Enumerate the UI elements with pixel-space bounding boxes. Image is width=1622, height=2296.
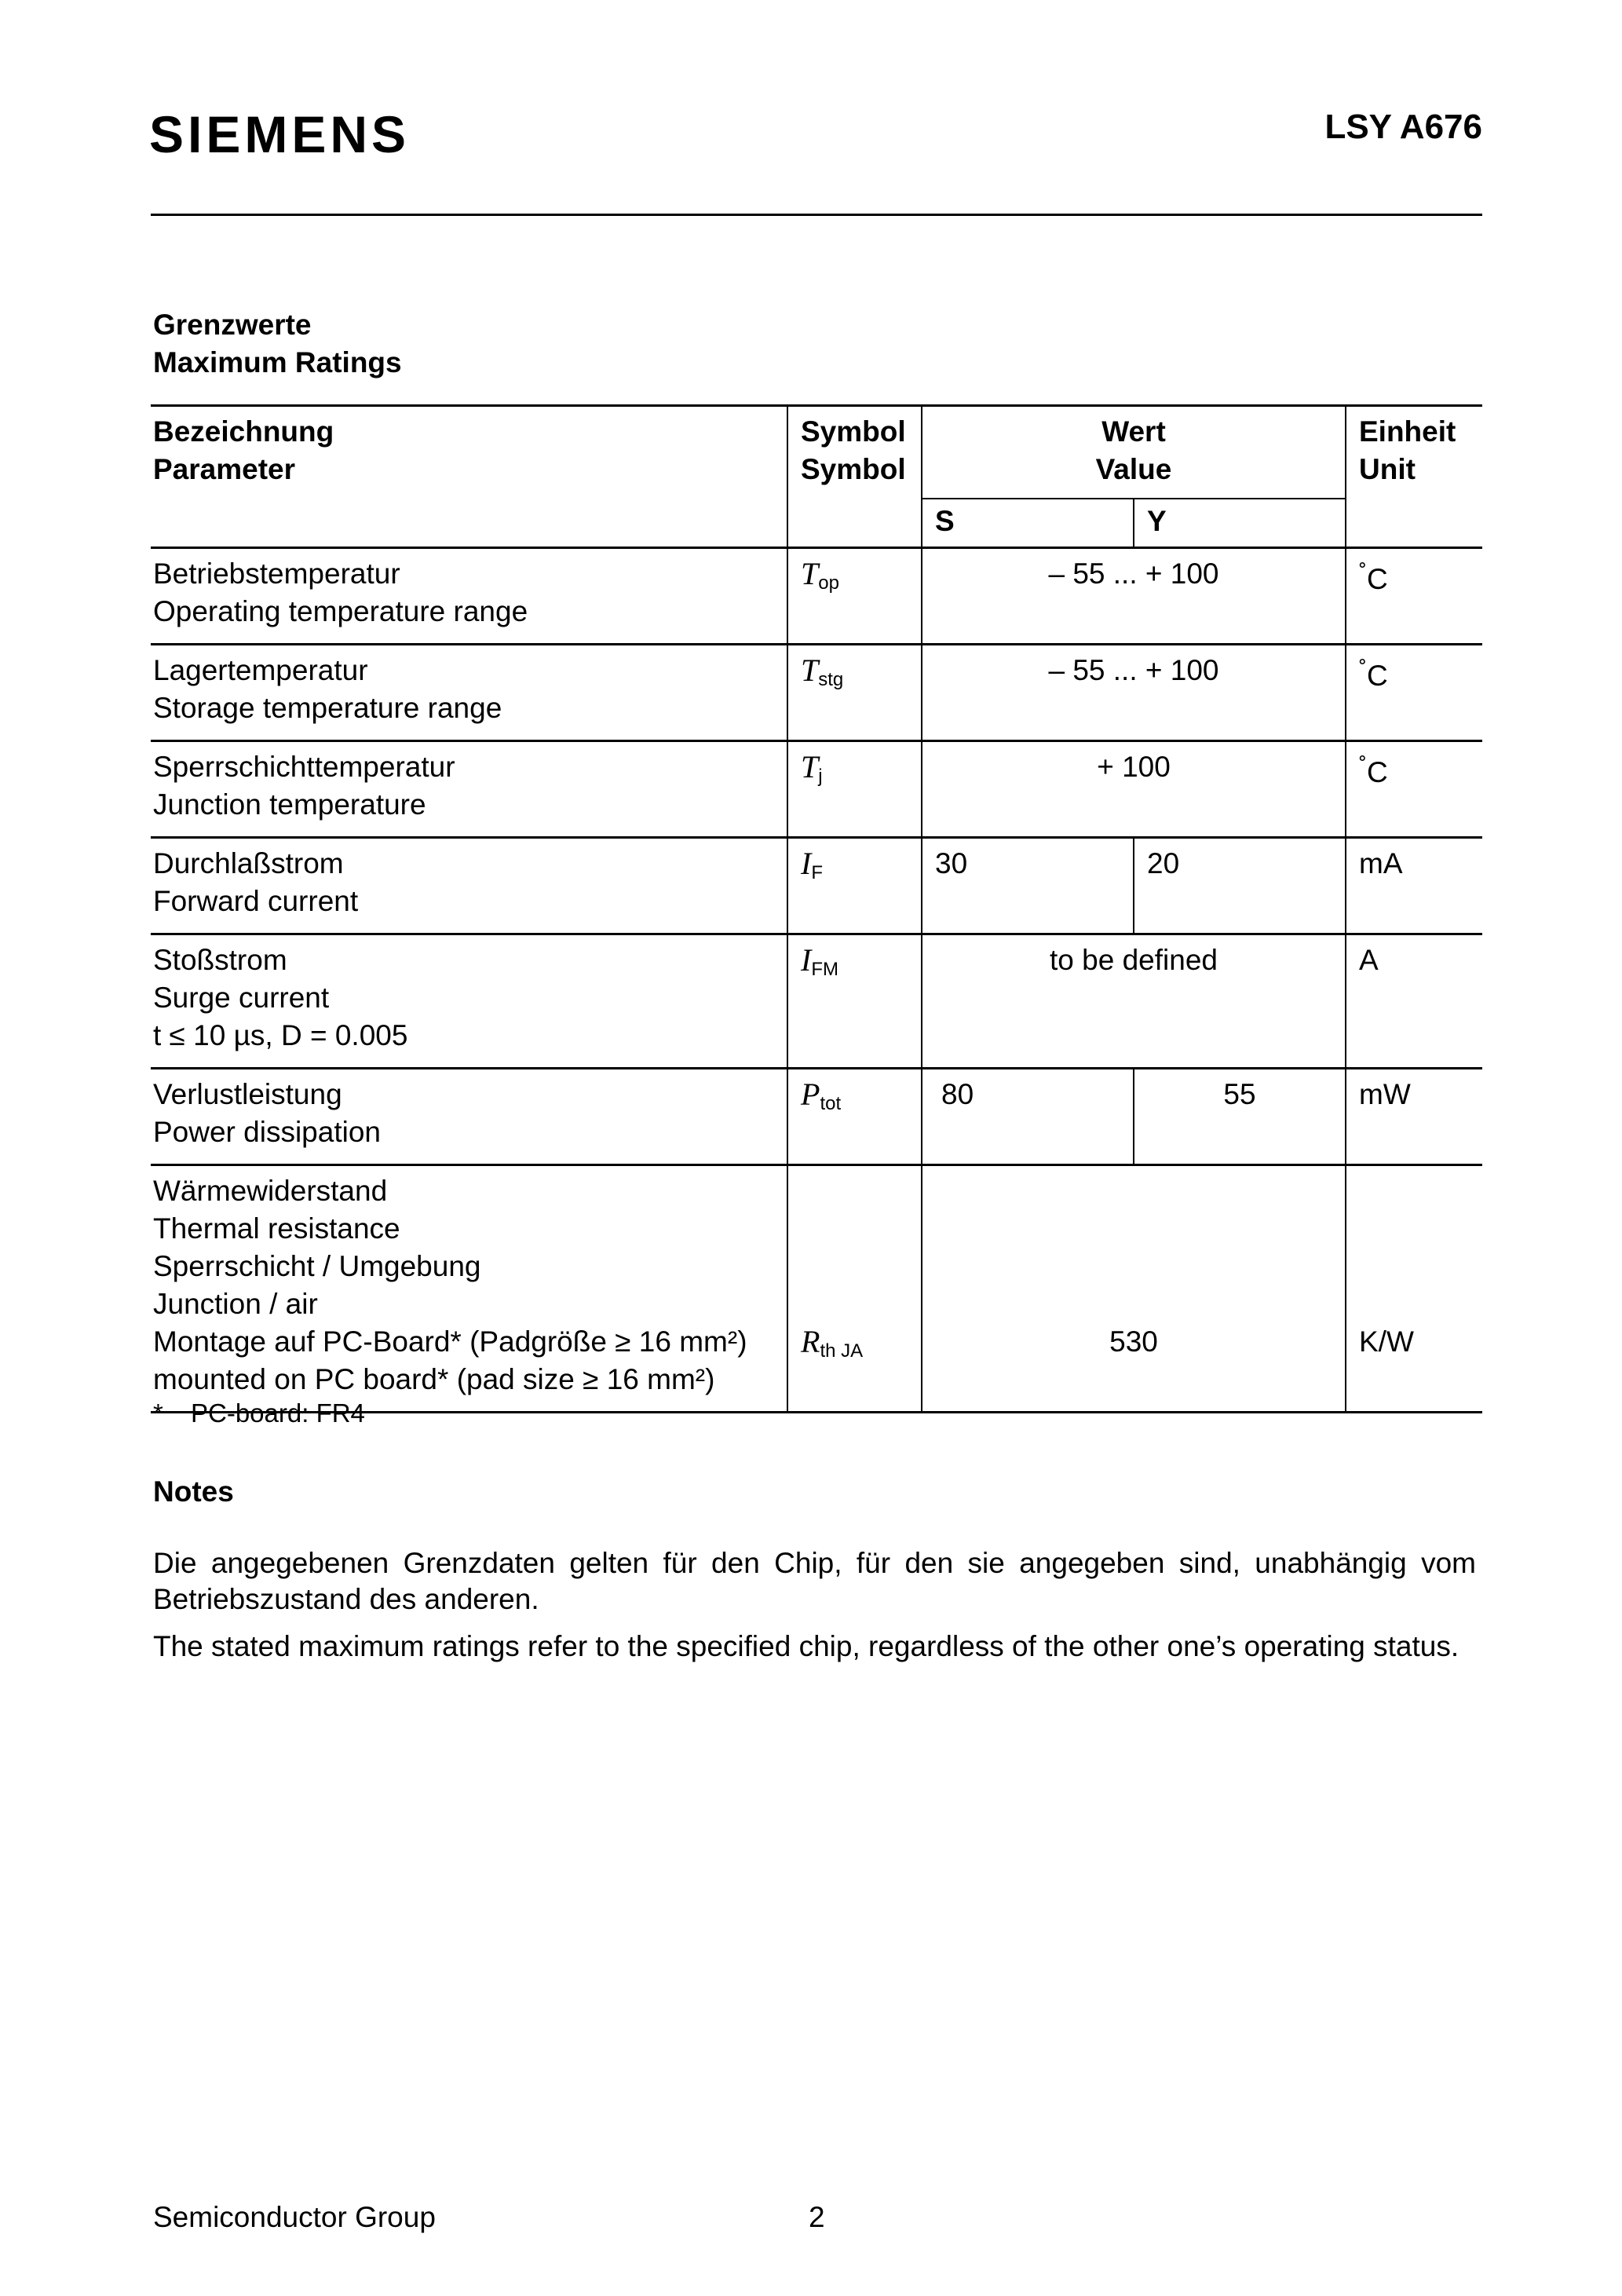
row-value: to be defined (922, 934, 1346, 1069)
row-value: + 100 (922, 741, 1346, 838)
maximum-ratings-table (151, 404, 1482, 1413)
row-parameter (151, 838, 787, 934)
symbol-letter: I (801, 846, 812, 881)
siemens-logo: SIEMENS (149, 105, 411, 163)
row-symbol (787, 741, 922, 838)
degree-sign: ˚ (1359, 754, 1367, 780)
part-number: LSY A676 (1324, 108, 1482, 146)
row-unit (1346, 645, 1482, 741)
row-symbol (787, 838, 922, 934)
header-value-de: Wert (1101, 415, 1166, 448)
header-symbol (787, 406, 922, 548)
param-en: Thermal resistance (153, 1212, 400, 1245)
footer-group: Semiconductor Group (153, 2201, 436, 2233)
header-value (922, 406, 1346, 499)
row-parameter (151, 741, 787, 838)
header-symbol-de: Symbol (801, 415, 906, 448)
symbol-subscript: tot (820, 1093, 842, 1114)
table-row (151, 934, 1482, 1069)
header-divider (151, 214, 1482, 216)
page-number: 2 (809, 2201, 825, 2233)
param-line-4: Junction / air (153, 1288, 318, 1320)
degree-sign: ˚ (1359, 657, 1367, 683)
row-symbol (787, 1069, 922, 1165)
row-value-s: 30 (922, 838, 1134, 934)
row-value-y: 20 (1134, 838, 1346, 934)
param-de: Betriebstemperatur (153, 558, 400, 590)
table-row (151, 741, 1482, 838)
row-unit: mW (1346, 1069, 1482, 1165)
param-de: Stoßstrom (153, 944, 287, 976)
param-en: Surge current (153, 982, 330, 1014)
notes-paragraph-en: The stated maximum ratings refer to the specified chip, regardless of the other one’s operating status. (153, 1630, 1459, 1662)
param-en: Forward current (153, 885, 359, 917)
param-en: Junction temperature (153, 788, 426, 821)
symbol-letter: P (801, 1077, 820, 1112)
degree-sign: ˚ (1359, 561, 1367, 587)
symbol-subscript: j (818, 766, 823, 787)
param-de: Verlustleistung (153, 1078, 342, 1110)
row-parameter (151, 645, 787, 741)
header-parameter (151, 406, 787, 548)
row-parameter (151, 1165, 787, 1413)
row-unit: A (1346, 934, 1482, 1069)
symbol-subscript: stg (818, 669, 844, 690)
unit-text: C (1367, 660, 1388, 692)
row-unit (1346, 741, 1482, 838)
unit-text: C (1367, 756, 1388, 788)
table-row (151, 838, 1482, 934)
notes-title: Notes (153, 1475, 234, 1508)
symbol-subscript: th JA (820, 1340, 864, 1362)
symbol-letter: T (801, 556, 819, 591)
param-en: Operating temperature range (153, 595, 528, 627)
table-header-row (151, 406, 1482, 499)
table-row (151, 645, 1482, 741)
row-unit: K/W (1346, 1165, 1482, 1413)
param-line-6: mounted on PC board* (pad size ≥ 16 mm²) (153, 1363, 715, 1395)
symbol-subscript: FM (811, 959, 838, 980)
header-value-en: Value (1095, 453, 1172, 485)
header-unit-de: Einheit (1359, 415, 1456, 448)
header-parameter-en: Parameter (153, 453, 296, 485)
param-condition: t ≤ 10 µs, D = 0.005 (153, 1019, 408, 1051)
section-title-de: Grenzwerte (153, 309, 312, 341)
row-symbol (787, 934, 922, 1069)
symbol-letter: T (801, 749, 819, 784)
symbol-letter: R (801, 1324, 820, 1359)
symbol-subscript: op (818, 572, 839, 594)
param-en: Power dissipation (153, 1116, 381, 1148)
header-unit (1346, 406, 1482, 548)
row-value: – 55 ... + 100 (922, 548, 1346, 645)
subheader-s: S (922, 499, 1134, 548)
table-row (151, 548, 1482, 645)
row-parameter (151, 548, 787, 645)
header-symbol-en: Symbol (801, 453, 906, 485)
section-title-en: Maximum Ratings (153, 346, 402, 378)
notes-body (153, 1545, 1476, 1676)
row-value-s: 80 (922, 1069, 1134, 1165)
section-title (153, 306, 402, 382)
param-line-3: Sperrschicht / Umgebung (153, 1250, 481, 1282)
row-value-y: 55 (1134, 1069, 1346, 1165)
subheader-y: Y (1134, 499, 1346, 548)
table-row (151, 1165, 1482, 1413)
param-line-5: Montage auf PC-Board* (Padgröße ≥ 16 mm²) (153, 1325, 747, 1358)
unit-text: C (1367, 563, 1388, 595)
header-parameter-de: Bezeichnung (153, 415, 334, 448)
footnote-marker: * (153, 1398, 163, 1428)
row-unit: mA (1346, 838, 1482, 934)
symbol-letter: T (801, 653, 819, 688)
footnote-text: PC-board: FR4 (191, 1398, 365, 1428)
row-value: 530 (922, 1165, 1346, 1413)
row-value: – 55 ... + 100 (922, 645, 1346, 741)
symbol-subscript: F (811, 862, 823, 883)
header-unit-en: Unit (1359, 453, 1416, 485)
param-en: Storage temperature range (153, 692, 502, 724)
row-symbol (787, 1165, 922, 1413)
param-de: Lagertemperatur (153, 654, 368, 686)
table-row (151, 1069, 1482, 1165)
row-symbol (787, 645, 922, 741)
row-symbol (787, 548, 922, 645)
row-parameter (151, 1069, 787, 1165)
symbol-letter: I (801, 942, 812, 978)
param-de: Durchlaßstrom (153, 847, 344, 879)
param-de: Wärmewiderstand (153, 1175, 388, 1207)
param-de: Sperrschichttemperatur (153, 751, 455, 783)
footnote (153, 1398, 365, 1429)
notes-paragraph-de: Die angegebenen Grenzdaten gelten für den Chip, für den sie angegeben sind, unabhängig vom Betriebszustand des anderen. (153, 1547, 1476, 1615)
row-unit (1346, 548, 1482, 645)
row-parameter (151, 934, 787, 1069)
